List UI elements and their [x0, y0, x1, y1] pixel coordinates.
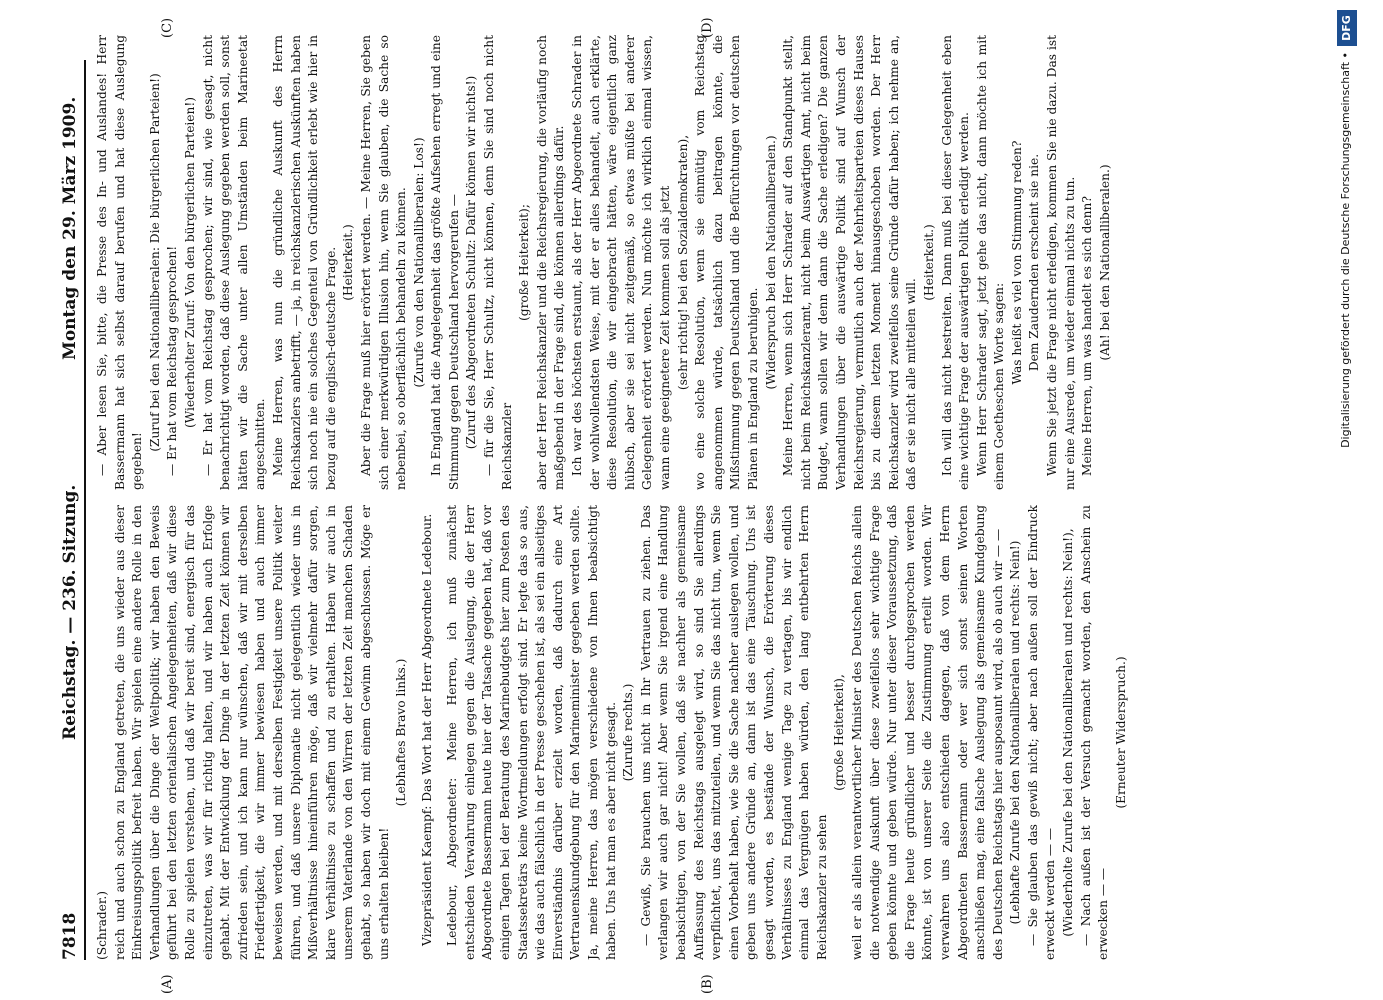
interjection: (große Heiterkeit), — [832, 674, 847, 791]
speech-paragraph: Wenn Sie jetzt die Frage nicht erledigen, kommen Sie nie dazu. Das ist nur eine Ausrede, um wieder einmal nichts zu tun. — [1045, 35, 1077, 490]
interjection: (Zurufe von den Nationalliberalen: Los!) — [411, 137, 426, 388]
margin-letter-a: (A) — [160, 974, 175, 994]
interjection: (große Heiterkeit); — [517, 204, 532, 321]
interjection: (sehr richtig! bei den Sozialdemokraten), — [675, 134, 690, 391]
speech-paragraph: Ledebour, Abgeordneter: Meine Herren, ich muß zunächst entschieden Verwahrung einlegen gegen die Auslegung, die der Herr Abgeordnete Bassermann heute hier der Tatsache gegeben hat, daß vor einigen Tagen bei der Beratung des Marinebudgets hier zum Posten des Staatssekretärs keine Wortmeldungen erfolgt sind. Er legte das so aus, wie das auch fälschlich in der Presse geschehen ist, als sei ein allseitiges Einverständnis darüber erzielt worden, daß dadurch eine Art Vertrauenskundgebung für den Marineminister gegeben werden sollte. Ja, meine Herren, das mögen verschiedene von Ihnen beabsichtigt haben. Uns hat man es aber nicht gesagt. — [445, 505, 618, 960]
president-remark: Vizepräsident Kaempf: Das Wort hat der Herr Abgeordnete Ledebour. — [419, 513, 434, 946]
dfg-logo: DFG — [1337, 10, 1357, 46]
interjection: (Erneuter Widerspruch.) — [1113, 656, 1128, 809]
speech-paragraph: — Sie glauben das gewiß nicht; aber nach außen soll der Eindruck erweckt werden — — — [1025, 505, 1058, 960]
speech-paragraph: weil er als allein verantwortlicher Minister des Deutschen Reichs allein die notwendige Auskunft über diese zweifellos sehr wichtige Frage geben könnte und geben würde. Nur unter dieser Voraussetzung, daß die Frage heute gründlicher und besser durchgesprochen werden könnte, ist von unserer Seite die Zustimmung erteilt worden. Wir verwahren uns also entschieden dagegen, daß von dem Herrn Abgeordneten Bassermann oder wer sich sonst seinen Worten anschließen mag, eine falsche Auslegung als gemeinsame Kundgebung des Deutschen Reichstags hier ausposaunt wird, als ob auch wir — — — [849, 505, 1005, 960]
interjection: (Lebhafte Zurufe bei den Nationalliberalen und rechts: Nein!) — [1008, 540, 1023, 925]
left-column — [94, 505, 1324, 960]
speech-paragraph: reich und auch schon zu England getreten, die uns wieder aus dieser Einkreisungspolitik befreit haben. Wir spielen eine andere Rolle in den Verhandlungen über die Dinge der Weltpolitik; wir haben den Beweis geführt bei den letzten orientalischen Angelegenheiten, daß wir diese Rolle zu spielen verstehen, und daß wir bereit sind, energisch für das einzutreten, was wir für richtig halten, und wir haben auch Erfolge gehabt. Mit der Entwicklung der Dinge in der letzten Zeit können wir zufrieden sein, und ich kann nur wünschen, daß wir mit derselben Friedfertigkeit, die wir immer bewiesen haben und auch immer beweisen werden, und mit derselben Festigkeit unsere Politik weiter führen, und daß unsere Diplomatie nicht gelegentlich wieder uns in Mißverhältnisse hineinführen möge, daß wir vielmehr dafür sorgen, klare Verhältnisse zu schaffen und zu erhalten. Haben wir auch in unserem Vaterlande von den Wirren der letzten Zeit manchen Schaden gehabt, so haben wir doch mit einem Gewinn abgeschlossen. Möge er uns erhalten bleiben! — [112, 505, 391, 960]
session-date: Montag den 29. März 1909. — [60, 96, 80, 360]
interjection: (Widerspruch bei den Nationalliberalen.) — [763, 135, 778, 390]
margin-letter-c: (C) — [160, 17, 175, 38]
digitization-credit — [1335, 0, 1375, 1000]
speech-paragraph: Meine Herren, um was handelt es sich denn? — [1080, 196, 1095, 476]
interjection: (Lebhaftes Bravo links.) — [394, 658, 409, 807]
session-title: Reichstag. — 236. Sitzung. — [60, 484, 80, 740]
interjection: (Wiederholte Zurufe bei den Nationalliberalen und rechts: Nein!), — [1061, 528, 1076, 937]
interjection: (Zuruf bei den Nationalliberalen: Die bürgerlichen Parteien!) — [147, 73, 162, 452]
margin-letter-d: (D) — [700, 17, 715, 38]
quote-line: Was heißt es viel von Stimmung reden? — [1009, 140, 1024, 385]
header-rule — [84, 60, 86, 960]
interjection: (Wiederholter Zuruf: Von den bürgerlichen Parteien!) — [182, 96, 197, 429]
speech-paragraph: wo eine solche Resolution, wenn sie einmütig vom Reichstag angenommen würde, tatsächlich dazu beitragen könnte, die Mißstimmung gegen Deutschland und die Befürchtungen vor deutschen Plänen in England zu beruhigen. — [693, 35, 760, 490]
quote-line: Dem Zaudernden erscheint sie nie. — [1027, 153, 1042, 372]
speech-paragraph: — Gewiß, Sie brauchen uns nicht in Ihr Vertrauen zu ziehen. Das verlangen wir auch gar nicht! Aber wenn Sie irgend eine Handlung beabsichtigen, von der Sie wollen, daß sie nachher als gemeinsame Auffassung des Reichstags ausgelegt wird, so sind Sie allerdings verpflichtet, uns das mitzuteilen, und wenn Sie das nicht tun, wenn Sie einen Vorbehalt haben, wie Sie die Sache nachher auslegen wollen, und geben uns andere Gründe an, dann ist das eine Täuschung. Uns ist gesagt worden, es bestände der Wunsch, die Erörterung dieses Verhältnisses zu England wenige Tage zu vertagen, bis wir endlich einmal das Vergnügen haben würden, den lang entbehrten Herrn Reichskanzler zu sehen — [638, 505, 829, 960]
speech-paragraph: Wenn Herr Schrader sagt, jetzt gehe das nicht, dann möchte ich mit einem Goetheschen Worte sagen: — [974, 35, 1007, 490]
speech-paragraph: Ich will das nicht bestreiten. Dann muß bei dieser Gelegenheit eben eine wichtige Frage der auswärtigen Politik erledigt werden. — [939, 35, 972, 490]
page-header — [60, 60, 84, 960]
speech-paragraph: — Er hat vom Reichstag gesprochen! — [165, 245, 180, 476]
speech-paragraph: Ich war des höchsten erstaunt, als der Herr Abgeordnete Schrader in der wohlwollendsten Weise, mit der er alles behandelt, auch erklärte, diese Resolution, die wir eingebracht hätten, wäre eigentlich ganz hübsch, aber sie sei nicht zeitgemäß, so etwas müßte bei anderer Gelegenheit erörtert werden. Nun möchte ich wirklich einmal wissen, wann eine geeignetere Zeit kommen soll als jetzt — [570, 35, 672, 490]
speech-paragraph: — Aber lesen Sie, bitte, die Presse des In- und Auslandes! Herr Bassermann hat sich selbst darauf berufen und hat diese Auslegung gegeben! — [95, 35, 145, 490]
speech-paragraph: Meine Herren, wenn sich Herr Schrader auf den Standpunkt stellt, nicht beim Reichskanzleramt, nicht beim Auswärtigen Amt, nicht beim Budget, wann sollen wir denn dann die Sache erledigen? Die ganzen Verhandlungen über die auswärtige Politik sind auf Wunsch der Reichsregierung, vermutlich auch der Mehrheitsparteien dieses Hauses bis zu diesem letzten Moment hinausgeschoben worden. Der Herr Reichskanzler wird zweifellos seine Gründe dafür haben; ich nehme an, daß er sie nicht alle mitteilen will. — [781, 35, 919, 490]
speaker-tag: (Schrader.) — [95, 891, 109, 960]
interjection: (Zurufe rechts.) — [621, 683, 636, 782]
speech-paragraph: — für die Sie, Herr Schultz, nicht können, denn Sie sind noch nicht Reichskanzler — [482, 35, 514, 490]
speech-paragraph: — Er hat vom Reichstag gesprochen; wir sind, wie gesagt, nicht benachrichtigt worden, daß diese Auslegung gegeben werden soll, sonst hätten wir die Sache unter allen Umständen beim Marineetat angeschnitten. — [200, 35, 268, 490]
page-number: 7818 — [60, 912, 80, 960]
interjection: (Zuruf des Abgeordneten Schultz: Dafür können wir nichts!) — [464, 75, 479, 450]
credit-text: Digitalisierung gefördert durch die Deutsche Forschungsgemeinschaft • — [1339, 52, 1352, 448]
margin-letter-b: (B) — [700, 974, 715, 994]
speech-paragraph: — Nach außen ist der Versuch gemacht worden, den Anschein zu erwecken — — — [1078, 505, 1111, 960]
interjection: (Heiterkeit.) — [341, 224, 356, 301]
speech-paragraph: aber der Herr Reichskanzler und die Reichsregierung, die vorläufig noch maßgebend in der Frage sind, die können allerdings dafür. — [534, 35, 567, 490]
speech-paragraph: Meine Herren, was nun die gründliche Auskunft des Herrn Reichskanzlers anbetrifft, — ja, in reichskanzlerischen Auskünften haben sich noch nie ein solches Gegenteil von Gründlichkeit erlebt wie hier in bezug auf die englisch-deutsche Frage. — [270, 35, 338, 490]
right-column — [94, 35, 1324, 490]
speech-paragraph: Aber die Frage muß hier erörtert werden. — Meine Herren, Sie geben sich einer merkwürdigen Illusion hin, wenn Sie glauben, die Sache so nebenbei, so oberflächlich behandeln zu können. — [358, 35, 409, 490]
interjection: (Heiterkeit.) — [921, 224, 936, 301]
speech-paragraph: In England hat die Angelegenheit das größte Aufsehen erregt und eine Stimmung gegen Deutschland hervorgerufen — — [429, 35, 461, 490]
interjection: (Ah! bei den Nationalliberalen.) — [1097, 164, 1112, 361]
